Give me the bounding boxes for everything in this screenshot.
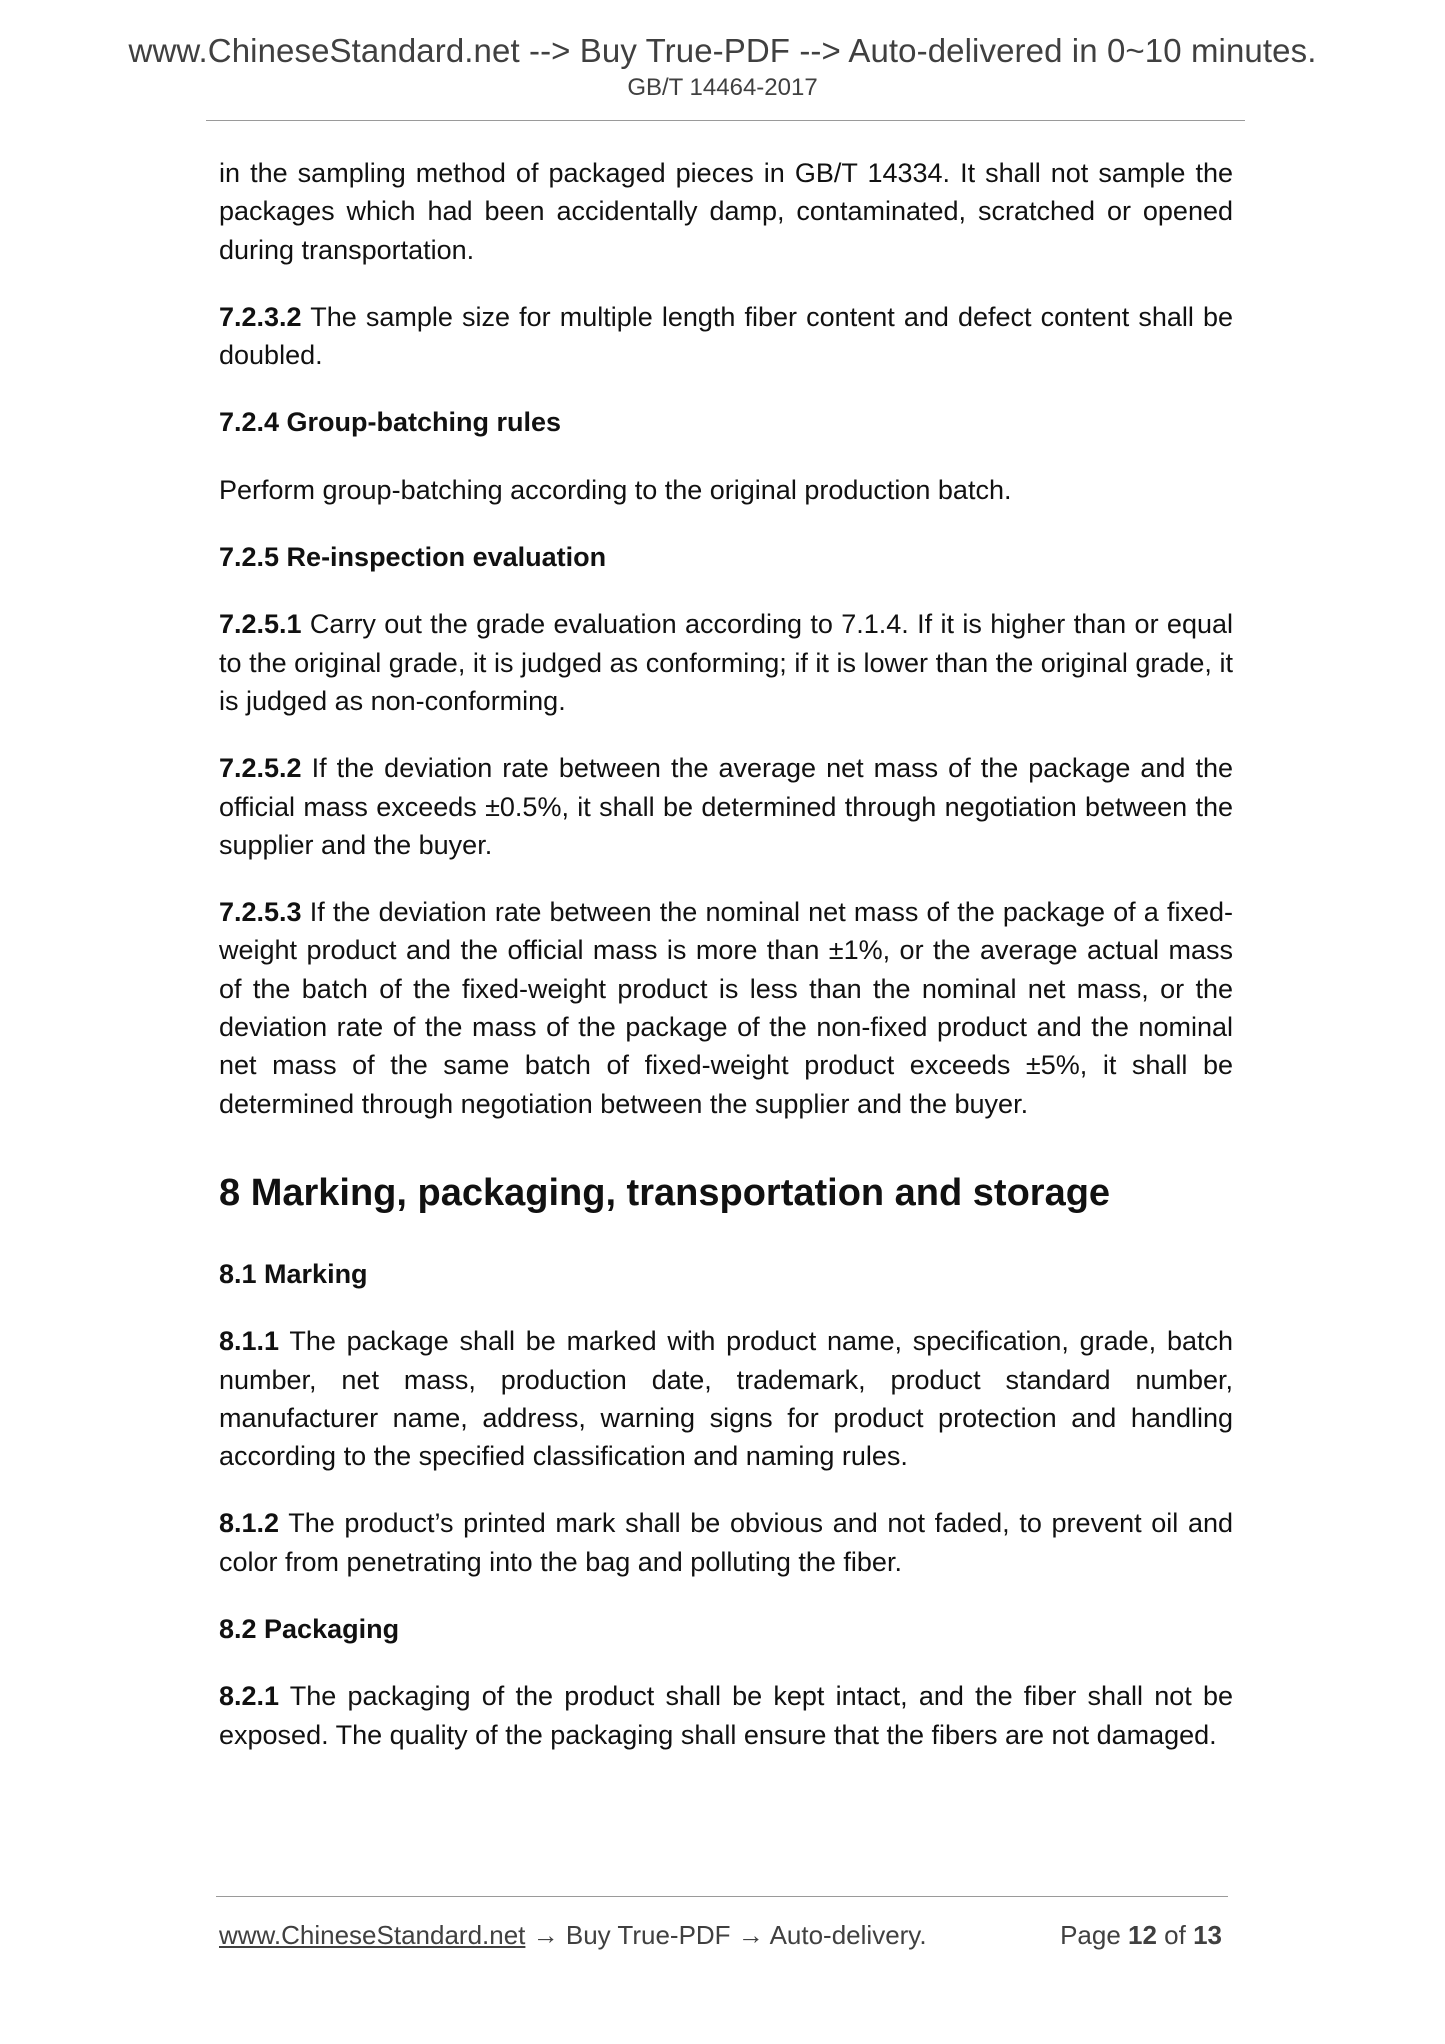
clause-number: 7.2.5.2 [219,753,302,784]
clause-number: 7.2.3.2 [219,301,302,332]
footer-divider [216,1896,1228,1897]
clause-number: 8.1.1 [219,1326,280,1357]
paragraph-8-1-1: 8.1.1 The package shall be marked with product name, specification, grade, batch number, net mass, production date, trademark, product standard number, manufacturer name, address, warning signs for product protection and handling according to the specified classification and naming rules. [219,1326,1233,1472]
paragraph-8-2-1: 8.2.1 The packaging of the product shall be kept intact, and the fiber shall not be exposed. The quality of the packaging shall ensure that the fibers are not damaged. [219,1681,1233,1750]
header-divider [206,120,1245,121]
footer-tail: → Buy True-PDF → Auto-delivery. [525,1920,927,1950]
document-body [219,154,1233,1783]
site-link[interactable]: www.ChineseStandard.net [219,1920,526,1950]
paragraph: in the sampling method of packaged pieces in GB/T 14334. It shall not sample the packages which had been accidentally damp, contaminated, scratched or opened during transportation. [219,158,1233,265]
page-total: 13 [1193,1920,1222,1950]
paragraph-8-1-2: 8.1.2 The product’s printed mark shall be obvious and not faded, to prevent oil and color from penetrating into the bag and polluting the fiber. [219,1508,1233,1577]
paragraph-7-2-3-2: 7.2.3.2 The sample size for multiple length fiber content and defect content shall be doubled. [219,301,1233,371]
clause-number: 8.2.1 [219,1681,280,1712]
page-indicator: Page 12 of 13 [1060,1920,1222,1950]
paragraph: Perform group-batching according to the original production batch. [219,474,1012,505]
clause-number: 7.2.5.1 [219,609,302,640]
clause-number: 8.1.2 [219,1508,280,1539]
page-number: 12 [1128,1920,1157,1950]
footer-promo [219,1920,927,1951]
heading-8-2: 8.2 Packaging [219,1614,400,1645]
header-banner: www.ChineseStandard.net --> Buy True-PDF --> Auto-delivered in 0~10 minutes. [128,32,1317,69]
standard-code: GB/T 14464-2017 [627,74,818,101]
paragraph-7-2-5-3: 7.2.5.3 If the deviation rate between the nominal net mass of the package of a fixed-weight product and the official mass is more than ±1%, or the average actual mass of the batch of the fixed-weight product is less than the nominal net mass, or the deviation rate of the mass of the package of the non-fixed product and the nominal net mass of the same batch of fixed-weight product exceeds ±5%, it shall be determined through negotiation between the supplier and the buyer. [219,897,1233,1119]
paragraph-7-2-5-1: 7.2.5.1 Carry out the grade evaluation according to 7.1.4. If it is higher than or equal to the original grade, it is judged as conforming; if it is lower than the original grade, it is judged as non-conforming. [219,609,1233,716]
heading-7-2-5: 7.2.5 Re-inspection evaluation [219,542,607,573]
heading-section-8: 8 Marking, packaging, transportation and storage [219,1171,1111,1214]
clause-number: 7.2.5.3 [219,897,302,928]
paragraph-7-2-5-2: 7.2.5.2 If the deviation rate between the average net mass of the package and the official mass exceeds ±0.5%, it shall be determined through negotiation between the supplier and the buyer. [219,753,1233,860]
heading-7-2-4: 7.2.4 Group-batching rules [219,407,562,438]
heading-8-1: 8.1 Marking [219,1258,368,1289]
